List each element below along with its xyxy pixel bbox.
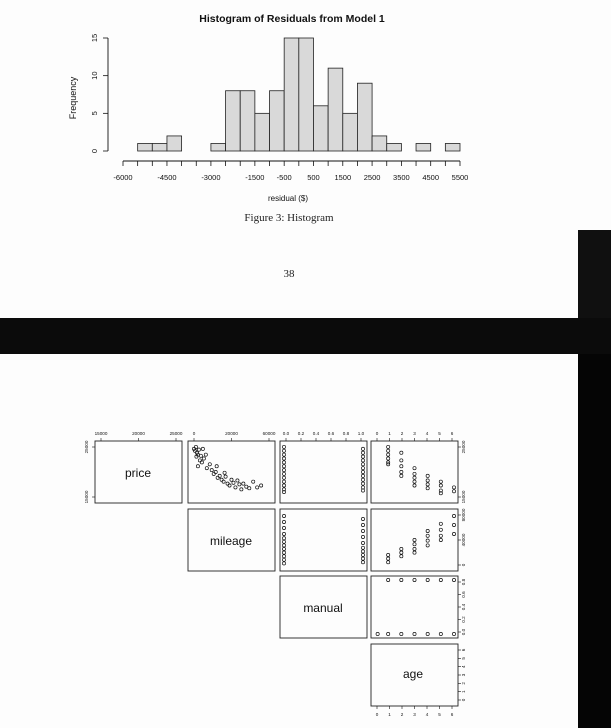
scatter-point <box>400 470 403 473</box>
scatter-point <box>387 632 390 635</box>
histogram-bar <box>372 136 387 151</box>
scatter-point <box>400 465 403 468</box>
scatter-point <box>282 453 285 456</box>
scatter-point <box>361 546 364 549</box>
scatter-point <box>413 632 416 635</box>
scatter-point <box>361 467 364 470</box>
histogram-bar <box>211 143 226 151</box>
age-top-tick-label: 6 <box>450 431 454 436</box>
price-left-tick-label: 15000 <box>84 490 89 504</box>
histogram-bar <box>270 91 285 151</box>
scatter-point <box>212 472 215 475</box>
scatter-point <box>200 461 203 464</box>
scatter-point <box>282 562 285 565</box>
age-top-tick-label: 5 <box>438 431 441 436</box>
scatter-point <box>202 457 205 460</box>
scatter-point <box>361 463 364 466</box>
scatter-point <box>196 465 199 468</box>
age-bottom-tick-label: 1 <box>388 712 391 717</box>
scatter-point <box>256 486 259 489</box>
age-top-tick-label: 0 <box>375 431 379 436</box>
page-number: 38 <box>283 268 295 280</box>
scatter-point <box>282 547 285 550</box>
scatter-point <box>439 534 442 537</box>
x-tick-label: -3000 <box>201 173 221 182</box>
diag-label-age: age <box>402 667 424 681</box>
scatter-point <box>282 532 285 535</box>
manual-top-tick-label: 0.6 <box>327 431 335 436</box>
age-right-tick-label: 3 <box>461 673 466 677</box>
scatter-point <box>426 474 429 477</box>
pairs-plot <box>0 354 578 728</box>
scatter-point <box>426 479 429 482</box>
scatter-point <box>413 467 416 470</box>
scatter-point <box>248 487 251 490</box>
age-top-tick-label: 3 <box>413 431 416 436</box>
scatter-point <box>426 632 429 635</box>
scatter-point <box>282 461 285 464</box>
histogram-bar <box>357 83 372 151</box>
scatter-point <box>201 447 204 450</box>
histogram-bar <box>167 136 182 151</box>
scatter-point <box>426 483 429 486</box>
scatter-point <box>282 445 285 448</box>
scatter-point <box>361 517 364 520</box>
scatter-point <box>387 457 390 460</box>
scatter-point <box>452 486 455 489</box>
scatter-point <box>413 484 416 487</box>
scatter-point <box>439 484 442 487</box>
scatter-point <box>216 476 219 479</box>
scatter-point <box>282 476 285 479</box>
scatter-point <box>282 526 285 529</box>
scatter-point <box>223 471 226 474</box>
x-tick-label: -1500 <box>245 173 265 182</box>
scatter-point <box>218 474 221 477</box>
histogram-bar <box>226 91 241 151</box>
manual-right-tick-label: 0.0 <box>461 628 466 636</box>
scatter-point <box>426 534 429 537</box>
price-right-tick-label: 15000 <box>461 490 466 504</box>
manual-top-tick-label: 0.2 <box>297 431 305 436</box>
scatter-point <box>439 522 442 525</box>
scatter-point <box>361 470 364 473</box>
scatter-point <box>376 632 379 635</box>
mileage-right-tick-label: 40000 <box>461 533 466 547</box>
age-bottom-tick-label: 0 <box>375 712 379 717</box>
x-tick-label: 3500 <box>393 173 410 182</box>
histogram-x-label: residual ($) <box>267 194 309 203</box>
manual-right-tick-label: 0.4 <box>461 603 466 611</box>
diag-label-price: price <box>124 466 151 480</box>
scatter-point <box>361 478 364 481</box>
scatter-point <box>236 479 239 482</box>
mileage-top-tick-label: 0 <box>192 431 196 436</box>
histogram-bars <box>138 38 460 151</box>
scatter-point <box>400 551 403 554</box>
scatter-point <box>452 578 455 581</box>
scatter-point <box>452 632 455 635</box>
scatter-point <box>240 488 243 491</box>
age-right-tick-label: 5 <box>461 657 466 660</box>
price-top-tick-label: 25000 <box>169 431 183 436</box>
scatter-point <box>400 632 403 635</box>
scatter-point <box>361 523 364 526</box>
scatter-point <box>400 451 403 454</box>
scatter-point <box>282 537 285 540</box>
y-tick-label: 10 <box>90 71 99 80</box>
scatter-point <box>452 514 455 517</box>
scatter-point <box>387 578 390 581</box>
scatter-point <box>282 465 285 468</box>
scatter-point <box>361 459 364 462</box>
scatter-point <box>282 514 285 517</box>
x-tick-label: -6000 <box>113 173 133 182</box>
pairs-panel-frame <box>371 576 458 638</box>
scatter-point <box>413 547 416 550</box>
scatter-point <box>361 451 364 454</box>
scatter-point <box>452 523 455 526</box>
histogram-bar <box>416 143 431 151</box>
scatter-point <box>361 553 364 556</box>
x-tick-label: 4500 <box>422 173 440 182</box>
scatter-point <box>194 445 197 448</box>
scatter-point <box>400 474 403 477</box>
manual-right-tick-label: 0.6 <box>461 591 466 598</box>
figure-caption: Figure 3: Histogram <box>244 212 334 224</box>
price-left-tick-label: 25000 <box>84 440 89 454</box>
scatter-point <box>439 578 442 581</box>
scatter-point <box>413 472 416 475</box>
age-top-tick-label: 1 <box>388 431 391 436</box>
histogram-bar <box>343 113 358 151</box>
age-right-tick-label: 1 <box>461 690 466 693</box>
scatter-point <box>238 483 241 486</box>
pairs-panel-frame <box>280 509 367 571</box>
scatter-point <box>452 532 455 535</box>
age-bottom-tick-label: 2 <box>400 712 404 717</box>
scatter-point <box>361 535 364 538</box>
scatter-point <box>426 529 429 532</box>
scatter-point <box>282 558 285 561</box>
scatter-point <box>230 478 233 481</box>
price-right-tick-label: 25000 <box>461 440 466 454</box>
age-right-tick-label: 0 <box>461 698 466 702</box>
histogram-bar <box>299 38 314 151</box>
scatter-point <box>282 551 285 554</box>
scatter-point <box>204 453 207 456</box>
scatter-point <box>413 538 416 541</box>
scatter-point <box>282 540 285 543</box>
scatter-point <box>282 544 285 547</box>
scatter-point <box>452 490 455 493</box>
histogram-bar <box>328 68 343 151</box>
scatter-point <box>220 478 223 481</box>
scatter-point <box>361 557 364 560</box>
manual-top-tick-label: 1.0 <box>357 431 365 436</box>
manual-top-tick-label: 0.4 <box>312 431 320 436</box>
histogram-y-label: Frequency <box>68 76 78 120</box>
age-top-tick-label: 2 <box>400 431 404 436</box>
diag-label-mileage: mileage <box>209 534 253 548</box>
x-tick-label: -4500 <box>157 173 177 182</box>
scatter-point <box>439 480 442 483</box>
mileage-top-tick-label: 20000 <box>225 431 238 436</box>
scatter-point <box>224 475 227 478</box>
scatter-point <box>232 481 235 484</box>
scatter-point <box>234 486 237 489</box>
scatter-point <box>413 480 416 483</box>
scatter-point <box>226 482 229 485</box>
histogram-y-axis <box>90 34 108 153</box>
x-tick-label: -500 <box>276 173 292 182</box>
price-top-tick-label: 15000 <box>94 431 108 436</box>
pairs-panel-frame <box>280 441 367 503</box>
manual-top-tick-label: 0.8 <box>342 431 350 436</box>
scatter-point <box>210 468 213 471</box>
pairs-panel-frame <box>188 441 275 503</box>
scatter-point <box>413 578 416 581</box>
scatter-point <box>361 486 364 489</box>
scatter-point <box>400 578 403 581</box>
scatter-point <box>198 459 201 462</box>
histogram-bar <box>152 143 167 151</box>
scatter-point <box>400 555 403 558</box>
scatter-point <box>197 448 200 451</box>
pairs-panel-frame <box>371 509 458 571</box>
scatter-point <box>361 529 364 532</box>
scatter-point <box>426 487 429 490</box>
scatter-point <box>387 561 390 564</box>
age-right-tick-label: 6 <box>461 648 466 652</box>
mileage-right-tick-label: 0 <box>461 563 466 567</box>
histogram-bar <box>284 38 299 151</box>
scatter-point <box>361 474 364 477</box>
histogram-title: Histogram of Residuals from Model 1 <box>199 13 385 25</box>
histogram-bar <box>240 91 255 151</box>
scatter-point <box>387 449 390 452</box>
page-edge-shadow-top <box>578 230 611 318</box>
scatter-point <box>413 543 416 546</box>
scatter-point <box>413 476 416 479</box>
scatter-point <box>214 470 217 473</box>
scatter-point <box>387 445 390 448</box>
scatter-point <box>282 468 285 471</box>
scatter-point <box>361 541 364 544</box>
scatter-point <box>282 472 285 475</box>
x-tick-label: 1500 <box>334 173 352 182</box>
scatter-point <box>361 455 364 458</box>
scatter-point <box>228 484 231 487</box>
mileage-top-tick-label: 60000 <box>262 431 276 436</box>
scatter-point <box>387 453 390 456</box>
x-tick-label: 500 <box>307 173 320 182</box>
scatter-point <box>387 553 390 556</box>
age-bottom-tick-label: 5 <box>438 712 441 717</box>
scatter-point <box>222 480 225 483</box>
age-top-tick-label: 4 <box>425 431 429 436</box>
histogram-bar <box>138 143 153 151</box>
scatter-point <box>361 489 364 492</box>
scatter-point <box>387 557 390 560</box>
y-tick-label: 0 <box>90 148 99 154</box>
age-right-tick-label: 2 <box>461 682 466 685</box>
scatter-point <box>282 480 285 483</box>
scatter-point <box>215 465 218 468</box>
scatter-point <box>413 551 416 554</box>
scatter-point <box>242 482 245 485</box>
age-right-tick-label: 4 <box>461 665 466 668</box>
scatter-point <box>208 463 211 466</box>
scatter-point <box>282 457 285 460</box>
scatter-point <box>426 539 429 542</box>
scatter-point <box>260 484 263 487</box>
scatter-point <box>400 459 403 462</box>
age-bottom-tick-label: 4 <box>425 712 429 717</box>
scatter-point <box>252 480 255 483</box>
scatter-point <box>282 484 285 487</box>
histogram-bar <box>313 106 328 151</box>
histogram-bar <box>387 143 402 151</box>
histogram-x-axis <box>113 161 468 182</box>
page-edge-shadow <box>578 354 611 728</box>
scatter-point <box>400 547 403 550</box>
scatter-point <box>361 550 364 553</box>
manual-top-tick-label: 0.0 <box>282 431 290 436</box>
scatter-point <box>282 555 285 558</box>
manual-right-tick-label: 0.2 <box>461 616 466 623</box>
age-bottom-tick-label: 6 <box>450 712 454 717</box>
scatter-point <box>426 544 429 547</box>
scatter-point <box>361 447 364 450</box>
histogram-chart <box>0 0 578 210</box>
scatter-point <box>439 538 442 541</box>
price-top-tick-label: 20000 <box>132 431 145 436</box>
diag-label-manual: manual <box>303 601 343 615</box>
x-tick-label: 5500 <box>451 173 469 182</box>
scatter-point <box>282 449 285 452</box>
scatter-point <box>361 561 364 564</box>
scatter-point <box>361 482 364 485</box>
scatter-point <box>426 578 429 581</box>
manual-right-tick-label: 0.8 <box>461 578 466 586</box>
y-tick-label: 15 <box>90 33 99 43</box>
mileage-right-tick-label: 80000 <box>461 508 466 522</box>
scatter-point <box>282 520 285 523</box>
scatter-point <box>439 528 442 531</box>
scatter-point <box>439 632 442 635</box>
page-divider-band <box>0 318 611 354</box>
scatter-point <box>199 454 202 457</box>
histogram-bar <box>445 143 460 151</box>
y-tick-label: 5 <box>90 111 99 116</box>
age-bottom-tick-label: 3 <box>413 712 416 717</box>
x-tick-label: 2500 <box>363 173 381 182</box>
histogram-bar <box>255 113 270 151</box>
scatter-point <box>205 467 208 470</box>
